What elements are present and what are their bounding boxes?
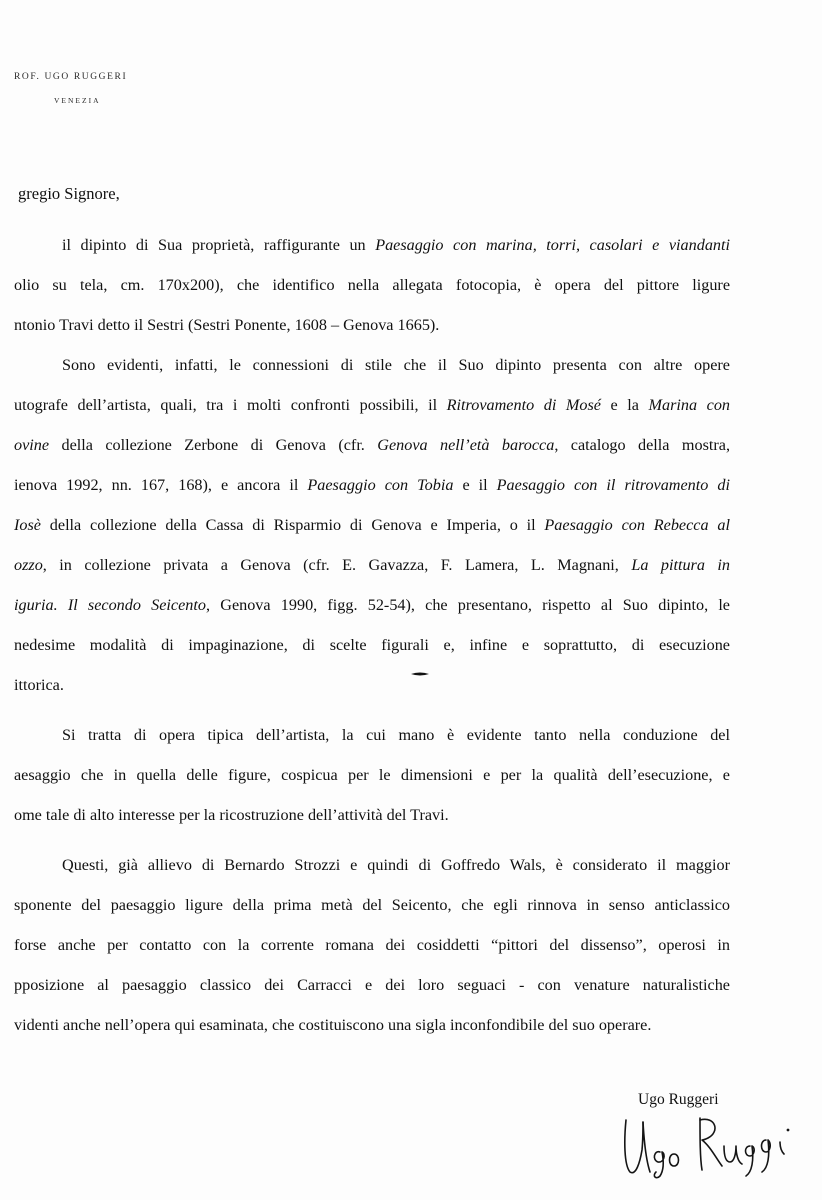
- text-run: ome tale di alto interesse per la ricostruzione dell’attività del Travi.: [14, 806, 449, 824]
- italic-title: ovine: [14, 436, 50, 454]
- text-run: ienova 1992, nn. 167, 168), e ancora il: [14, 476, 308, 494]
- text-run: della collezione Zerbone di Genova (cfr.: [49, 436, 378, 454]
- text-run: , in collezione privata a Genova (cfr. E. Gavazza, F. Lamera, L. Magnani,: [42, 556, 632, 574]
- text-run: pposizione al paesaggio classico dei Carracci e dei loro seguaci - con venature naturalistiche: [14, 976, 730, 994]
- text-run: il dipinto di Sua proprietà, raffigurante un: [62, 236, 376, 254]
- italic-title: iguria. Il secondo Seicento: [14, 596, 206, 614]
- body-line: [14, 897, 730, 913]
- body-line: [14, 437, 730, 453]
- body-line: [62, 357, 730, 373]
- text-run: , Genova 1990, figg. 52-54), che presentano, rispetto al Suo dipinto, le: [206, 596, 730, 614]
- italic-title: Paesaggio con Rebecca al: [544, 516, 730, 534]
- body-line: [14, 1017, 651, 1033]
- body-line: [14, 317, 439, 333]
- body-line: [62, 237, 730, 253]
- text-run: videnti anche nell’opera qui esaminata, che costituiscono una sigla inconfondibile del suo operare.: [14, 1016, 652, 1034]
- letterhead-city: VENEZIA: [54, 95, 101, 105]
- body-line: [14, 677, 64, 693]
- text-run: Questi, già allievo di Bernardo Strozzi e quindi di Goffredo Wals, è considerato il maggior: [62, 856, 730, 874]
- body-line: [14, 977, 730, 993]
- text-run: sponente del paesaggio ligure della prima metà del Seicento, che egli rinnova in senso anticlassico: [14, 896, 730, 914]
- text-run: della collezione della Cassa di Risparmio di Genova e Imperia, o il: [40, 516, 545, 534]
- italic-title: ozzo: [14, 556, 43, 574]
- text-run: olio su tela, cm. 170x200), che identifico nella allegata fotocopia, è opera del pittore ligure: [14, 276, 730, 294]
- body-line: [62, 857, 730, 873]
- text-run: ittorica.: [14, 676, 64, 694]
- italic-title: Marina con: [648, 396, 731, 414]
- signer-name: Ugo Ruggeri: [638, 1091, 719, 1108]
- italic-title: La pittura in: [631, 556, 730, 574]
- body-line: [14, 807, 449, 823]
- greeting: gregio Signore,: [18, 184, 120, 203]
- body-line: [14, 477, 730, 493]
- text-run: e la: [600, 396, 649, 414]
- text-run: Si tratta di opera tipica dell’artista, la cui mano è evidente tanto nella conduzione del: [62, 726, 730, 744]
- body-line: [14, 767, 730, 783]
- text-run: Sono evidenti, infatti, le connessioni di stile che il Suo dipinto presenta con altre opere: [62, 356, 730, 374]
- italic-title: Paesaggio con il ritrovamento di: [496, 476, 730, 494]
- body-line: [14, 557, 730, 573]
- text-run: utografe dell’artista, quali, tra i molti confronti possibili, il: [14, 396, 447, 414]
- letterhead: [14, 73, 127, 104]
- body-line: [14, 637, 730, 653]
- body-line: [62, 727, 730, 743]
- text-run: forse anche per contatto con la corrente romana dei cosiddetti “pittori del dissenso”, operosi in: [14, 936, 730, 954]
- text-run: , catalogo della mostra,: [554, 436, 730, 454]
- handwritten-signature: [616, 1110, 796, 1182]
- text-run: aesaggio che in quella delle figure, cospicua per le dimensioni e per la qualità dell’esecuzione, e: [14, 766, 730, 784]
- italic-title: Paesaggio con Tobia: [307, 476, 454, 494]
- italic-title: Paesaggio con marina, torri, casolari e viandanti: [375, 236, 730, 254]
- italic-title: Genova nell’età barocca: [377, 436, 555, 454]
- text-run: ntonio Travi detto il Sestri (Sestri Ponente, 1608 – Genova 1665).: [14, 316, 440, 334]
- italic-title: Ritrovamento di Mosé: [446, 396, 601, 414]
- body-line: [14, 517, 730, 533]
- letterhead-name: ROF. UGO RUGGERI: [14, 72, 128, 82]
- text-run: nedesime modalità di impaginazione, di scelte figurali e, infine e soprattutto, di esecuzione: [14, 636, 730, 654]
- body-line: [14, 937, 730, 953]
- italic-title: Iosè: [14, 516, 41, 534]
- body-line: [14, 397, 730, 413]
- body-line: [14, 597, 730, 613]
- body-line: [14, 277, 730, 293]
- text-run: e il: [453, 476, 497, 494]
- ink-mark: [410, 670, 430, 678]
